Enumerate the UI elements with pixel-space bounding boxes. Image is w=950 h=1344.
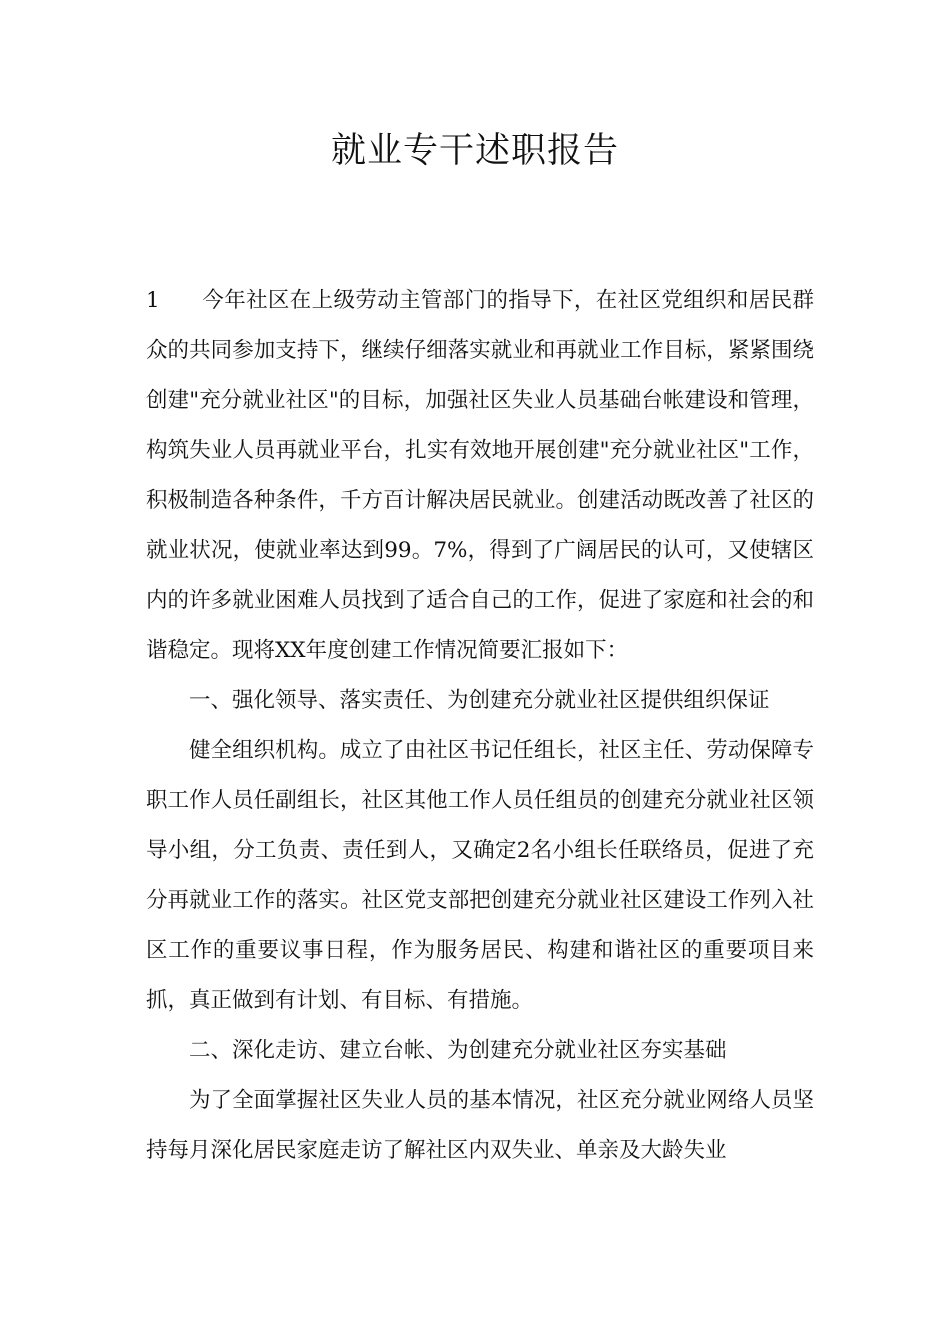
paragraph-text: 今年社区在上级劳动主管部门的指导下，在社区党组织和居民群众的共同参加支持下，继续仔细落实就业和再就业工作目标，紧紧围绕创建"充分就业社区"的目标，加强社区失业人员基础台帐建设和管理，构筑失业人员再就业平台，扎实有效地开展创建"充分就业社区"工作，积极制造各种条件，千方百计解决居民就业。创建活动既改善了社区的就业状况，使就业率达到99。7%，得到了广阔居民的认可，又使辖区内的许多就业困难人员找到了适合自己的工作，促进了家庭和社会的和谐稳定。现将XX年度创建工作情况简要汇报如下： xyxy=(146,288,814,663)
paragraph-intro xyxy=(146,276,814,676)
section-heading-2: 二、深化走访、建立台帐、为创建充分就业社区夯实基础 xyxy=(189,1038,727,1063)
document-title: 就业专干述职报告 xyxy=(330,131,619,171)
document-body xyxy=(146,276,814,1176)
paragraph: 健全组织机构。成立了由社区书记任组长，社区主任、劳动保障专职工作人员任副组长，社区其他工作人员任组员的创建充分就业社区领导小组，分工负责、责任到人，又确定2名小组长任联络员，促进了充分再就业工作的落实。社区党支部把创建充分就业社区建设工作列入社区工作的重要议事日程，作为服务居民、构建和谐社区的重要项目来抓，真正做到有计划、有目标、有措施。 xyxy=(146,738,814,1013)
section-heading-1: 一、强化领导、落实责任、为创建充分就业社区提供组织保证 xyxy=(189,688,770,713)
paragraph-number: 1 xyxy=(146,288,160,313)
paragraph: 为了全面掌握社区失业人员的基本情况，社区充分就业网络人员坚持每月深化居民家庭走访了解社区内双失业、单亲及大龄失业 xyxy=(146,1088,814,1163)
